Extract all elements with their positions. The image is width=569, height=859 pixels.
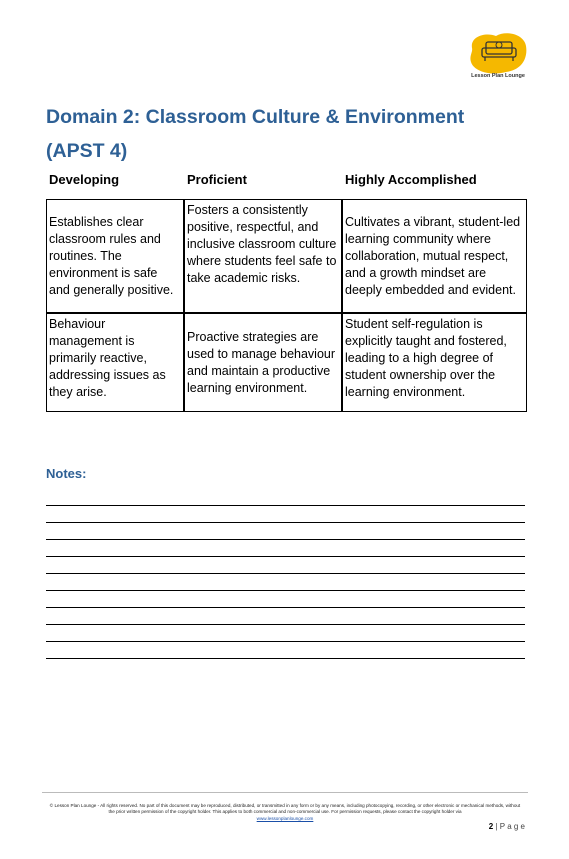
cell-text: Student self-regulation is explicitly taught and fostered, leading to a high degree of student ownership over the learning environment. [345,317,507,399]
cell-highly-accomplished-behaviour [342,313,527,412]
note-line [46,505,525,506]
page-number [489,822,525,831]
title-line-1: Domain 2: Classroom Culture & Environment [46,106,465,128]
note-line [46,624,525,625]
note-line [46,641,525,642]
cell-proficient-culture [184,199,342,313]
page-title [46,100,526,168]
note-line [46,556,525,557]
page-number-label: | P a g e [495,822,525,831]
notes-label: Notes: [46,466,87,481]
page-number-value: 2 [488,822,494,831]
header-developing: Developing [49,172,120,187]
brand-name: Lesson Plan Lounge [471,73,525,79]
title-line-2: (APST 4) [46,140,128,162]
footer-divider [42,792,528,793]
header-proficient: Proficient [187,172,247,187]
sofa-icon [466,30,530,76]
cell-developing-culture [46,199,184,313]
cell-text: Establishes clear classroom rules and routines. The environment is safe and generally positive. [49,214,174,297]
note-line [46,522,525,523]
cell-highly-accomplished-culture [342,199,527,313]
cell-text: Proactive strategies are used to manage behaviour and maintain a productive learning environment. [187,329,336,395]
note-line [46,590,525,591]
footer-copyright: © Lesson Plan Lounge - All rights reserved. No part of this document may be reproduced, distributed, or transmitted in any form or by any means, including photocopying, recording, or other electronic or mechanical methods, without the prior written permission of the copyright holder. This applies to both commercial and non-commercial use. For permission requests, please contact the copyright holder via [49,803,521,814]
note-line [46,658,525,659]
header-highly-accomplished: Highly Accomplished [345,172,477,187]
note-line [46,573,525,574]
cell-text: Behaviour management is primarily reactive, addressing issues as they arise. [49,317,166,399]
cell-developing-behaviour [46,313,184,412]
note-line [46,607,525,608]
cell-text: Fosters a consistently positive, respectful, and inclusive classroom culture where students feel safe to take academic risks. [187,203,337,285]
note-line [46,539,525,540]
cell-proficient-behaviour [184,313,342,412]
cell-text: Cultivates a vibrant, student-led learning community where collaboration, mutual respect, and a growth mindset are deeply embedded and evident. [345,214,521,297]
footer-website-link[interactable]: www.lessonplanlounge.com [256,816,314,821]
